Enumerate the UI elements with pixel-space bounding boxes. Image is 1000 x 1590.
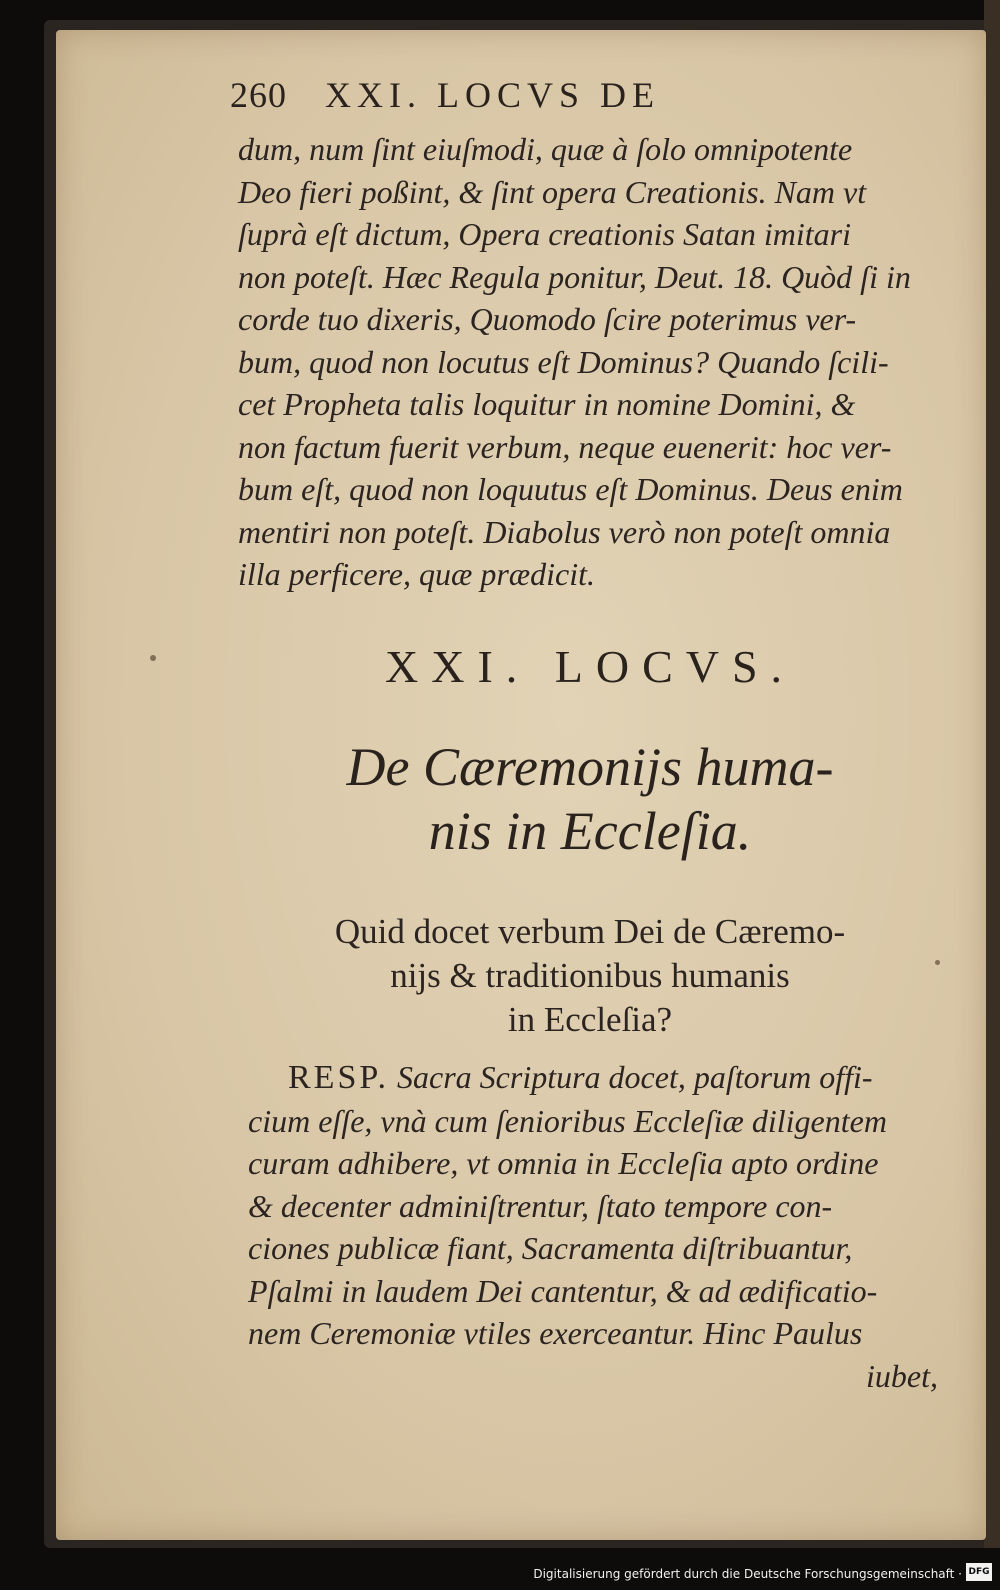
- question-line: in Eccleſia?: [507, 1000, 673, 1039]
- funding-notice: Digitalisierung gefördert durch die Deutsche Forschungsgemeinschaft ·: [533, 1567, 962, 1581]
- text-line: illa perficere, quæ prædicit.: [238, 556, 595, 592]
- text-line: [248, 1056, 948, 1100]
- text-line: bum, quod non locutus eſt Dominus? Quando ſcili-: [238, 343, 889, 380]
- text-line: nem Ceremoniæ vtiles exerceantur. Hinc Paulus: [248, 1315, 863, 1351]
- section-title: [290, 735, 890, 863]
- question-line: Quid docet verbum Dei de Cæremo-: [334, 912, 846, 951]
- text-line: Deo fieri poßint, & ſint opera Creationis. Nam vt: [238, 173, 867, 210]
- text-line: dum, num ſint eiuſmodi, quæ à ſolo omnipotente: [238, 131, 853, 167]
- paragraph-1: [238, 128, 938, 596]
- paragraph-2: [248, 1056, 948, 1397]
- running-head: [230, 74, 830, 124]
- question-line: nijs & traditionibus humanis: [390, 956, 790, 995]
- text-line: non poteſt. Hæc Regula ponitur, Deut. 18. Quòd ſi in: [238, 258, 911, 295]
- book-spine-strip: [984, 0, 1000, 1548]
- running-head-title: XXI. LOCVS DE: [325, 75, 660, 115]
- dfg-logo: DFG: [966, 1563, 992, 1581]
- catchword: iubet,: [866, 1357, 938, 1394]
- question-heading: [290, 910, 890, 1042]
- text-line: mentiri non poteſt. Diabolus verò non poteſt omnia: [238, 513, 891, 550]
- text-line: curam adhibere, vt omnia in Eccleſia apto ordine: [248, 1145, 879, 1181]
- text-line: cet Propheta talis loquitur in nomine Domini, &: [238, 386, 856, 422]
- text-line: ciones publicæ fiant, Sacramenta diſtribuantur,: [248, 1230, 853, 1266]
- text-line: cium eſſe, vnà cum ſenioribus Eccleſiæ diligentem: [248, 1102, 887, 1139]
- page-number: 260: [230, 75, 287, 115]
- first-line-text: Sacra Scriptura docet, paſtorum offi-: [397, 1059, 873, 1095]
- section-title-line: De Cæremonijs huma-: [346, 737, 834, 797]
- section-title-line: nis in Eccleſia.: [428, 801, 752, 861]
- resp-label: RESP.: [288, 1059, 389, 1096]
- text-line: bum eſt, quod non loquutus eſt Dominus. Deus enim: [238, 471, 903, 507]
- text-line: & decenter adminiſtrentur, ſtato tempore con-: [248, 1187, 833, 1224]
- locus-heading: XXI. LOCVS.: [385, 641, 796, 692]
- text-line: ſuprà eſt dictum, Opera creationis Satan imitari: [238, 216, 851, 252]
- text-line: corde tuo dixeris, Quomodo ſcire poterimus ver-: [238, 301, 857, 337]
- paper-spot: [935, 960, 940, 965]
- text-line: Pſalmi in laudem Dei cantentur, & ad ædificatio-: [248, 1272, 878, 1309]
- paper-spot: [150, 655, 156, 661]
- text-line: non factum fuerit verbum, neque euenerit: hoc ver-: [238, 428, 892, 465]
